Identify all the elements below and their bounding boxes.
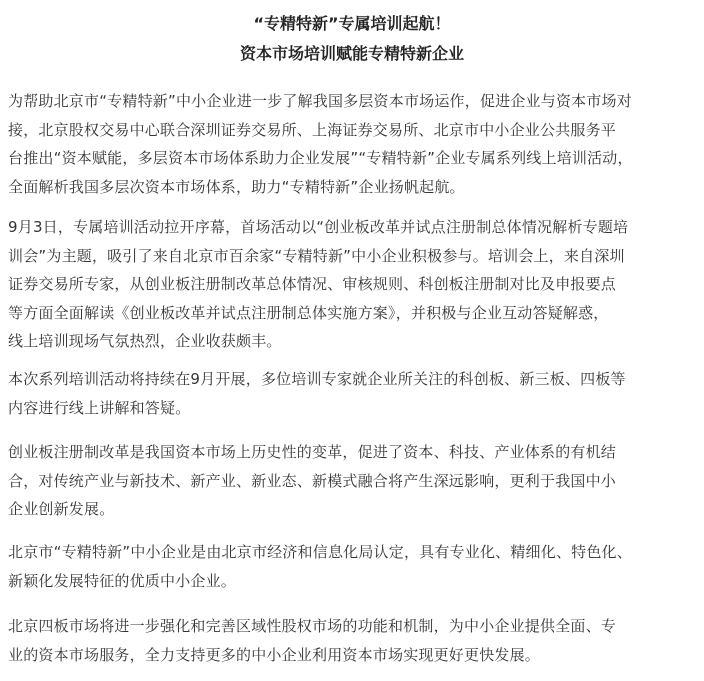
paragraph-line: 创业板注册制改革是我国资本市场上历史性的变革，促进了资本、科技、产业体系的有机结	[8, 443, 617, 461]
paragraph-line: 全面解析我国多层次资本市场体系，助力“专精特新”企业扬帆起航。	[8, 177, 465, 196]
paragraph-line: 内容进行线上讲解和答疑。	[8, 398, 191, 417]
paragraph-line: 9月3日，专属培训活动拉开序幕，首场活动以“创业板改革并试点注册制总体情况解析专题培	[8, 218, 629, 236]
paragraph-line: 接，北京股权交易中心联合深圳证券交易所、上海证券交易所、北京市中小企业公共服务平	[8, 120, 617, 139]
paragraph-line: 北京市“专精特新”中小企业是由北京市经济和信息化局认定，具有专业化、精细化、特色化、	[8, 543, 632, 561]
article-title	[0, 9, 704, 69]
paragraph-line: 新颖化发展特征的优质中小企业。	[8, 571, 237, 590]
paragraph-line: 证券交易所专家，从创业板注册制改革总体情况、审核规则、科创板注册制对比及申报要点	[8, 275, 617, 293]
paragraph-line: 等方面全面解读《创业板改革并试点注册制总体实施方案》，并积极与企业互动答疑解惑，	[8, 303, 609, 322]
paragraph-5	[8, 538, 698, 595]
paragraph-3	[8, 365, 698, 422]
paragraph-1	[8, 87, 698, 201]
title-line-1: “专精特新”专属培训起航！	[253, 14, 451, 33]
paragraph-6	[8, 612, 698, 669]
paragraph-line: 为帮助北京市“专精特新”中小企业进一步了解我国多层资本市场运作，促进企业与资本市场对	[8, 92, 632, 110]
paragraph-line: 业的资本市场服务，全力支持更多的中小企业利用资本市场实现更好更快发展。	[8, 645, 541, 664]
paragraph-4	[8, 438, 698, 524]
paragraph-line: 台推出“资本赋能，多层资本市场体系助力企业发展”“专精特新”企业专属系列线上培训活动，	[8, 149, 633, 167]
paragraph-line: 北京四板市场将进一步强化和完善区域性股权市场的功能和机制，为中小企业提供全面、专	[8, 617, 617, 635]
paragraph-line: 企业创新发展。	[8, 500, 115, 518]
paragraph-2	[8, 213, 698, 356]
paragraph-line: 本次系列培训活动将持续在9月开展，多位培训专家就企业所关注的科创板、新三板、四板等	[8, 370, 626, 388]
title-line-2: 资本市场培训赋能专精特新企业	[239, 44, 464, 63]
paragraph-line: 线上培训现场气氛热烈，企业收获颇丰。	[8, 332, 282, 350]
paragraph-line: 训会”为主题，吸引了来自北京市百余家“专精特新”中小企业积极参与。培训会上，来自深圳	[8, 246, 625, 265]
paragraph-line: 合，对传统产业与新技术、新产业、新业态、新模式融合将产生深远影响，更利于我国中小	[8, 471, 617, 490]
